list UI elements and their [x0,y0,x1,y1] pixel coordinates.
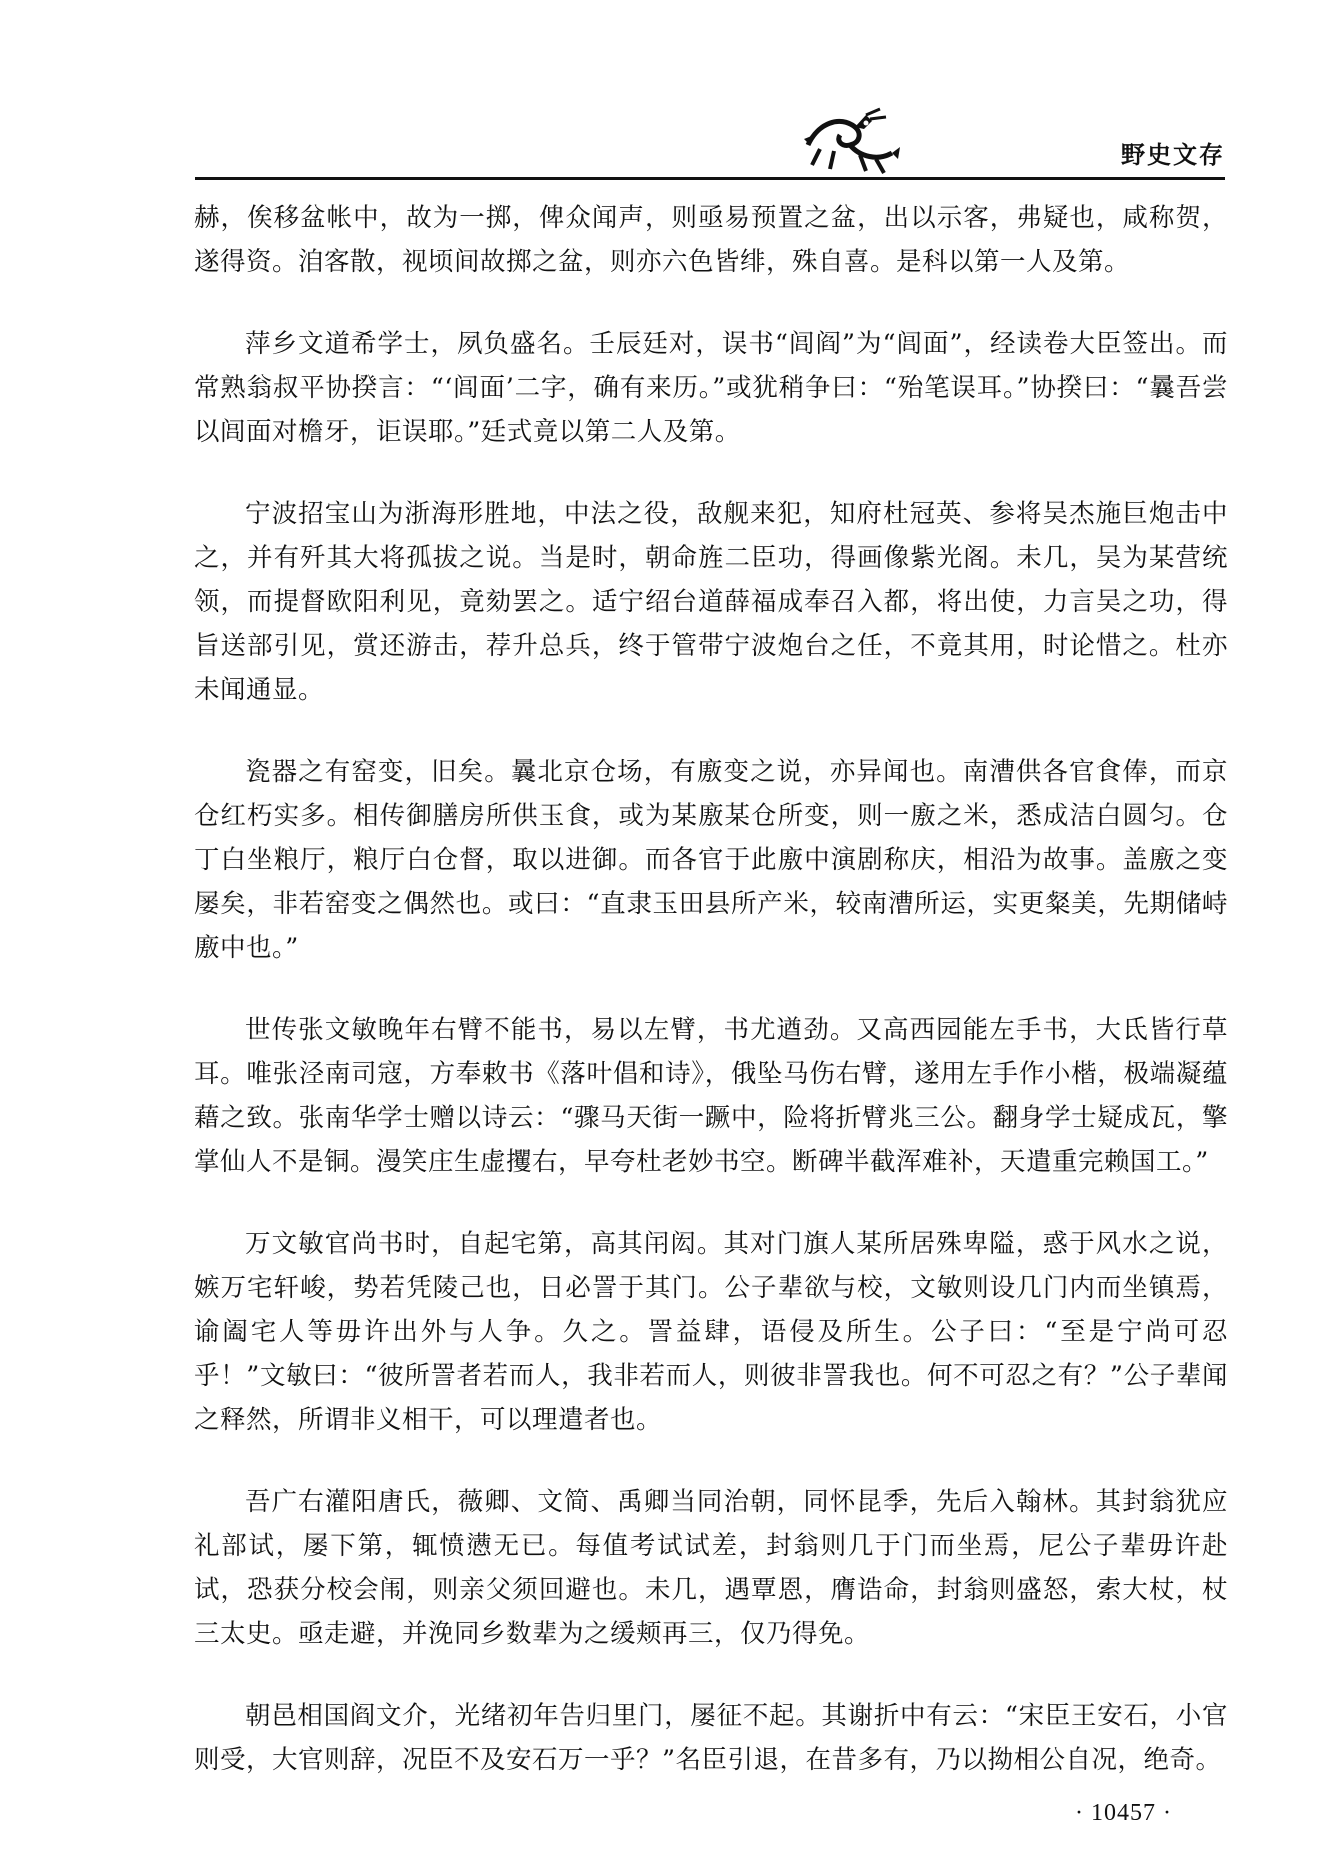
page-header [195,105,1225,185]
paragraph: 瓷器之有窑变，旧矣。曩北京仓场，有廒变之说，亦异闻也。南漕供各官食俸，而京仓红朽实多。相传御膳房所供玉食，或为某廒某仓所变，则一廒之米，悉成洁白圆匀。仓丁白坐粮厅，粮厅白仓督，取以进御。而各官于此廒中演剧称庆，相沿为故事。盖廒之变屡矣，非若窑变之偶然也。或曰：“直隶玉田县所产米，较南漕所运，实更粲美，先期储峙廒中也。” [194,757,1228,963]
header-rule [195,177,1225,180]
paragraph: 赫，俟移盆帐中，故为一掷，俾众闻声，则亟易预置之盆，出以示客，弗疑也，咸称贺，遂得资。洎客散，视顷间故掷之盆，则亦六色皆绯，殊自喜。是科以第一人及第。 [194,203,1228,277]
paragraph: 吾广右灌阳唐氏，薇卿、文简、禹卿当同治朝，同怀昆季，先后入翰林。其封翁犹应礼部试，屡下第，辄愤懑无已。每值考试试差，封翁则几于门而坐焉，尼公子辈毋许赴试，恐获分校会闱，则亲父须回避也。未几，遇覃恩，膺诰命，封翁则盛怒，索大杖，杖三太史。亟走避，并浼同乡数辈为之缓颊再三，仅乃得免。 [194,1487,1228,1649]
paragraph: 万文敏官尚书时，自起宅第，高其闬闳。其对门旗人某所居殊卑隘，惑于风水之说，嫉万宅轩峻，势若凭陵己也，日必詈于其门。公子辈欲与校，文敏则设几门内而坐镇焉，谕阖宅人等毋许出外与人争。久之。詈益肆，语侵及所生。公子曰：“至是宁尚可忍乎！”文敏曰：“彼所詈者若而人，我非若而人，则彼非詈我也。何不可忍之有？”公子辈闻之释然，所谓非义相干，可以理遣者也。 [194,1229,1228,1435]
dragon-emblem-icon [800,105,900,177]
paragraph: 萍乡文道希学士，夙负盛名。壬辰廷对，误书“闾阎”为“闾面”，经读卷大臣签出。而常熟翁叔平协揆言：“‘闾面’二字，确有来历。”或犹稍争曰：“殆笔误耳。”协揆曰：“曩吾尝以闾面对檐牙，讵误耶。”廷式竟以第二人及第。 [194,329,1228,447]
series-title: 野史文存 [1121,141,1225,169]
paragraph: 朝邑相国阎文介，光绪初年告归里门，屡征不起。其谢折中有云：“宋臣王安石，小官则受，大官则辞，况臣不及安石万一乎？”名臣引退，在昔多有，乃以拗相公自况，绝奇。 [194,1701,1228,1775]
paragraph: 世传张文敏晚年右臂不能书，易以左臂，书尤遒劲。又高西园能左手书，大氐皆行草耳。唯张泾南司寇，方奉敕书《落叶倡和诗》，俄坠马伤右臂，遂用左手作小楷，极端凝蕴藉之致。张南华学士赠以诗云：“骤马天街一蹶中，险将折臂兆三公。翻身学士疑成瓦，擎掌仙人不是铜。漫笑庄生虚攫右，早夸杜老妙书空。断碑半截浑难补，天遣重完赖国工。” [194,1015,1228,1177]
body-text [194,196,1228,1820]
paragraph: 宁波招宝山为浙海形胜地，中法之役，敌舰来犯，知府杜冠英、参将吴杰施巨炮击中之，并有歼其大将孤拔之说。当是时，朝命旌二臣功，得画像紫光阁。未几，吴为某营统领，而提督欧阳利见，竟劾罢之。适宁绍台道薛福成奉召入都，将出使，力言吴之功，得旨送部引见，赏还游击，荐升总兵，终于管带宁波炮台之任，不竟其用，时论惜之。杜亦未闻通显。 [194,499,1228,705]
page-number: · 10457 · [1075,1800,1172,1826]
